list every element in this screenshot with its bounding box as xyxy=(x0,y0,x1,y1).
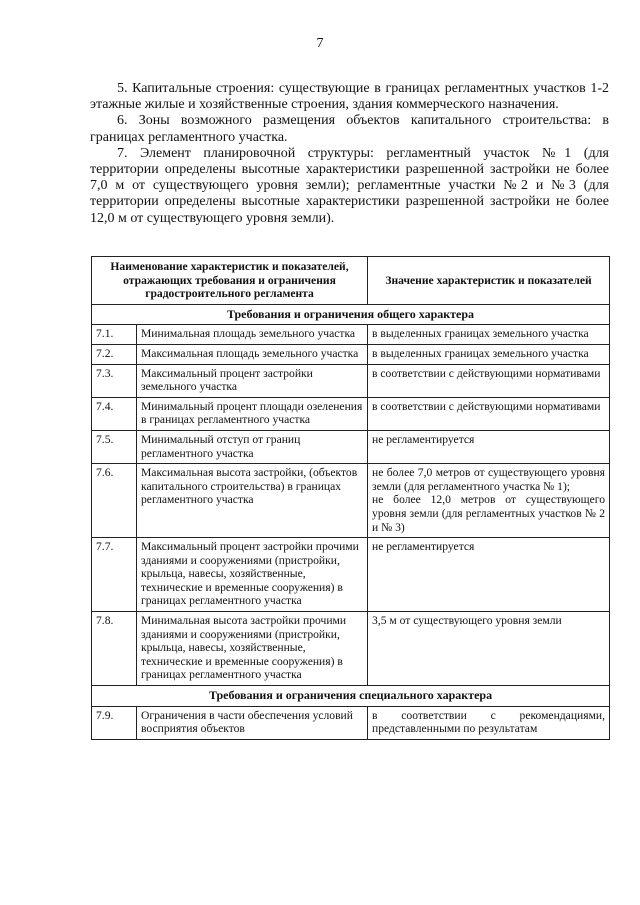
row-number: 7.4. xyxy=(92,397,137,430)
header-characteristics: Наименование характеристик и показателей, отражающих требования и ограничения градостроительного регламента xyxy=(92,257,368,305)
characteristic-name: Ограничения в части обеспечения условий восприятия объектов xyxy=(137,706,368,739)
characteristic-name: Минимальный отступ от границ регламентного участка xyxy=(137,430,368,463)
characteristic-value xyxy=(368,538,610,612)
table-header-row xyxy=(92,257,610,305)
value-line: не регламентируется xyxy=(372,540,475,554)
value-line: в соответствии с действующими нормативами xyxy=(372,399,601,413)
row-number: 7.1. xyxy=(92,325,137,345)
characteristic-value xyxy=(368,612,610,686)
characteristic-name: Минимальный процент площади озеленения в границах регламентного участка xyxy=(137,397,368,430)
table-row xyxy=(92,430,610,463)
characteristic-value xyxy=(368,430,610,463)
row-number: 7.3. xyxy=(92,364,137,397)
table-row xyxy=(92,706,610,739)
value-line: в выделенных границах земельного участка xyxy=(372,346,589,360)
table-row xyxy=(92,612,610,686)
characteristic-name: Максимальная площадь земельного участка xyxy=(137,344,368,364)
characteristic-name: Максимальный процент застройки земельного участка xyxy=(137,364,368,397)
characteristic-name: Максимальная высота застройки, (объектов капитального строительства) в границах регламентного участка xyxy=(137,464,368,538)
section-title: Требования и ограничения специального характера xyxy=(92,686,610,707)
value-line: не более 12,0 метров от существующего уровня земли (для регламентных участков № 2 и № 3) xyxy=(372,493,606,534)
table-row xyxy=(92,464,610,538)
section-row xyxy=(92,686,610,707)
characteristic-name: Минимальная высота застройки прочими зданиями и сооружениями (пристройки, крыльца, навесы, хозяйственные, технические и временные сооружения) в границах регламентного участка xyxy=(137,612,368,686)
row-number: 7.7. xyxy=(92,538,137,612)
row-number: 7.8. xyxy=(92,612,137,686)
table-row xyxy=(92,344,610,364)
characteristic-name: Максимальный процент застройки прочими зданиями и сооружениями (пристройки, крыльца, навесы, хозяйственные, технические и временные сооружения) в границах регламентного участка xyxy=(137,538,368,612)
page-number: 7 xyxy=(316,36,324,51)
row-number: 7.2. xyxy=(92,344,137,364)
characteristic-value xyxy=(368,325,610,345)
regulation-table xyxy=(91,256,610,740)
value-line: в соответствии с рекомендациями, представленными по результатам xyxy=(372,708,606,736)
value-line: не регламентируется xyxy=(372,432,475,446)
characteristic-value xyxy=(368,464,610,538)
value-line: не более 7,0 метров от существующего уровня земли (для регламентного участка № 1); xyxy=(372,466,606,493)
row-number: 7.9. xyxy=(92,706,137,739)
characteristic-value xyxy=(368,344,610,364)
table-row xyxy=(92,325,610,345)
table-row xyxy=(92,538,610,612)
paragraph-6: 6. Зоны возможного размещения объектов капитального строительства: в границах регламентного участка. xyxy=(90,113,609,145)
value-line: 3,5 м от существующего уровня земли xyxy=(372,614,562,628)
row-number: 7.5. xyxy=(92,430,137,463)
table-row xyxy=(92,364,610,397)
value-line: в выделенных границах земельного участка xyxy=(372,327,589,341)
row-number: 7.6. xyxy=(92,464,137,538)
section-row xyxy=(92,304,610,325)
value-line: в соответствии с действующими нормативами xyxy=(372,366,601,380)
paragraph-7: 7. Элемент планировочной структуры: регламентный участок №1 (для территории определены высотные характеристики разрешенной застройки не более 7,0 м от существующего уровня земли); регламентные участки №2 и №3 (для территории определены высотные характеристики разрешенной застройки не более 12,0 м от существующего уровня земли). xyxy=(90,145,609,226)
characteristic-value xyxy=(368,364,610,397)
characteristic-value xyxy=(368,706,610,739)
characteristic-value xyxy=(368,397,610,430)
header-values: Значение характеристик и показателей xyxy=(368,257,610,305)
paragraph-5: 5. Капитальные строения: существующие в границах регламентных участков 1-2 этажные жилые и хозяйственные строения, здания коммерческого назначения. xyxy=(90,81,609,113)
characteristic-name: Минимальная площадь земельного участка xyxy=(137,325,368,345)
section-title: Требования и ограничения общего характера xyxy=(92,304,610,325)
body-text xyxy=(90,81,609,227)
table-row xyxy=(92,397,610,430)
